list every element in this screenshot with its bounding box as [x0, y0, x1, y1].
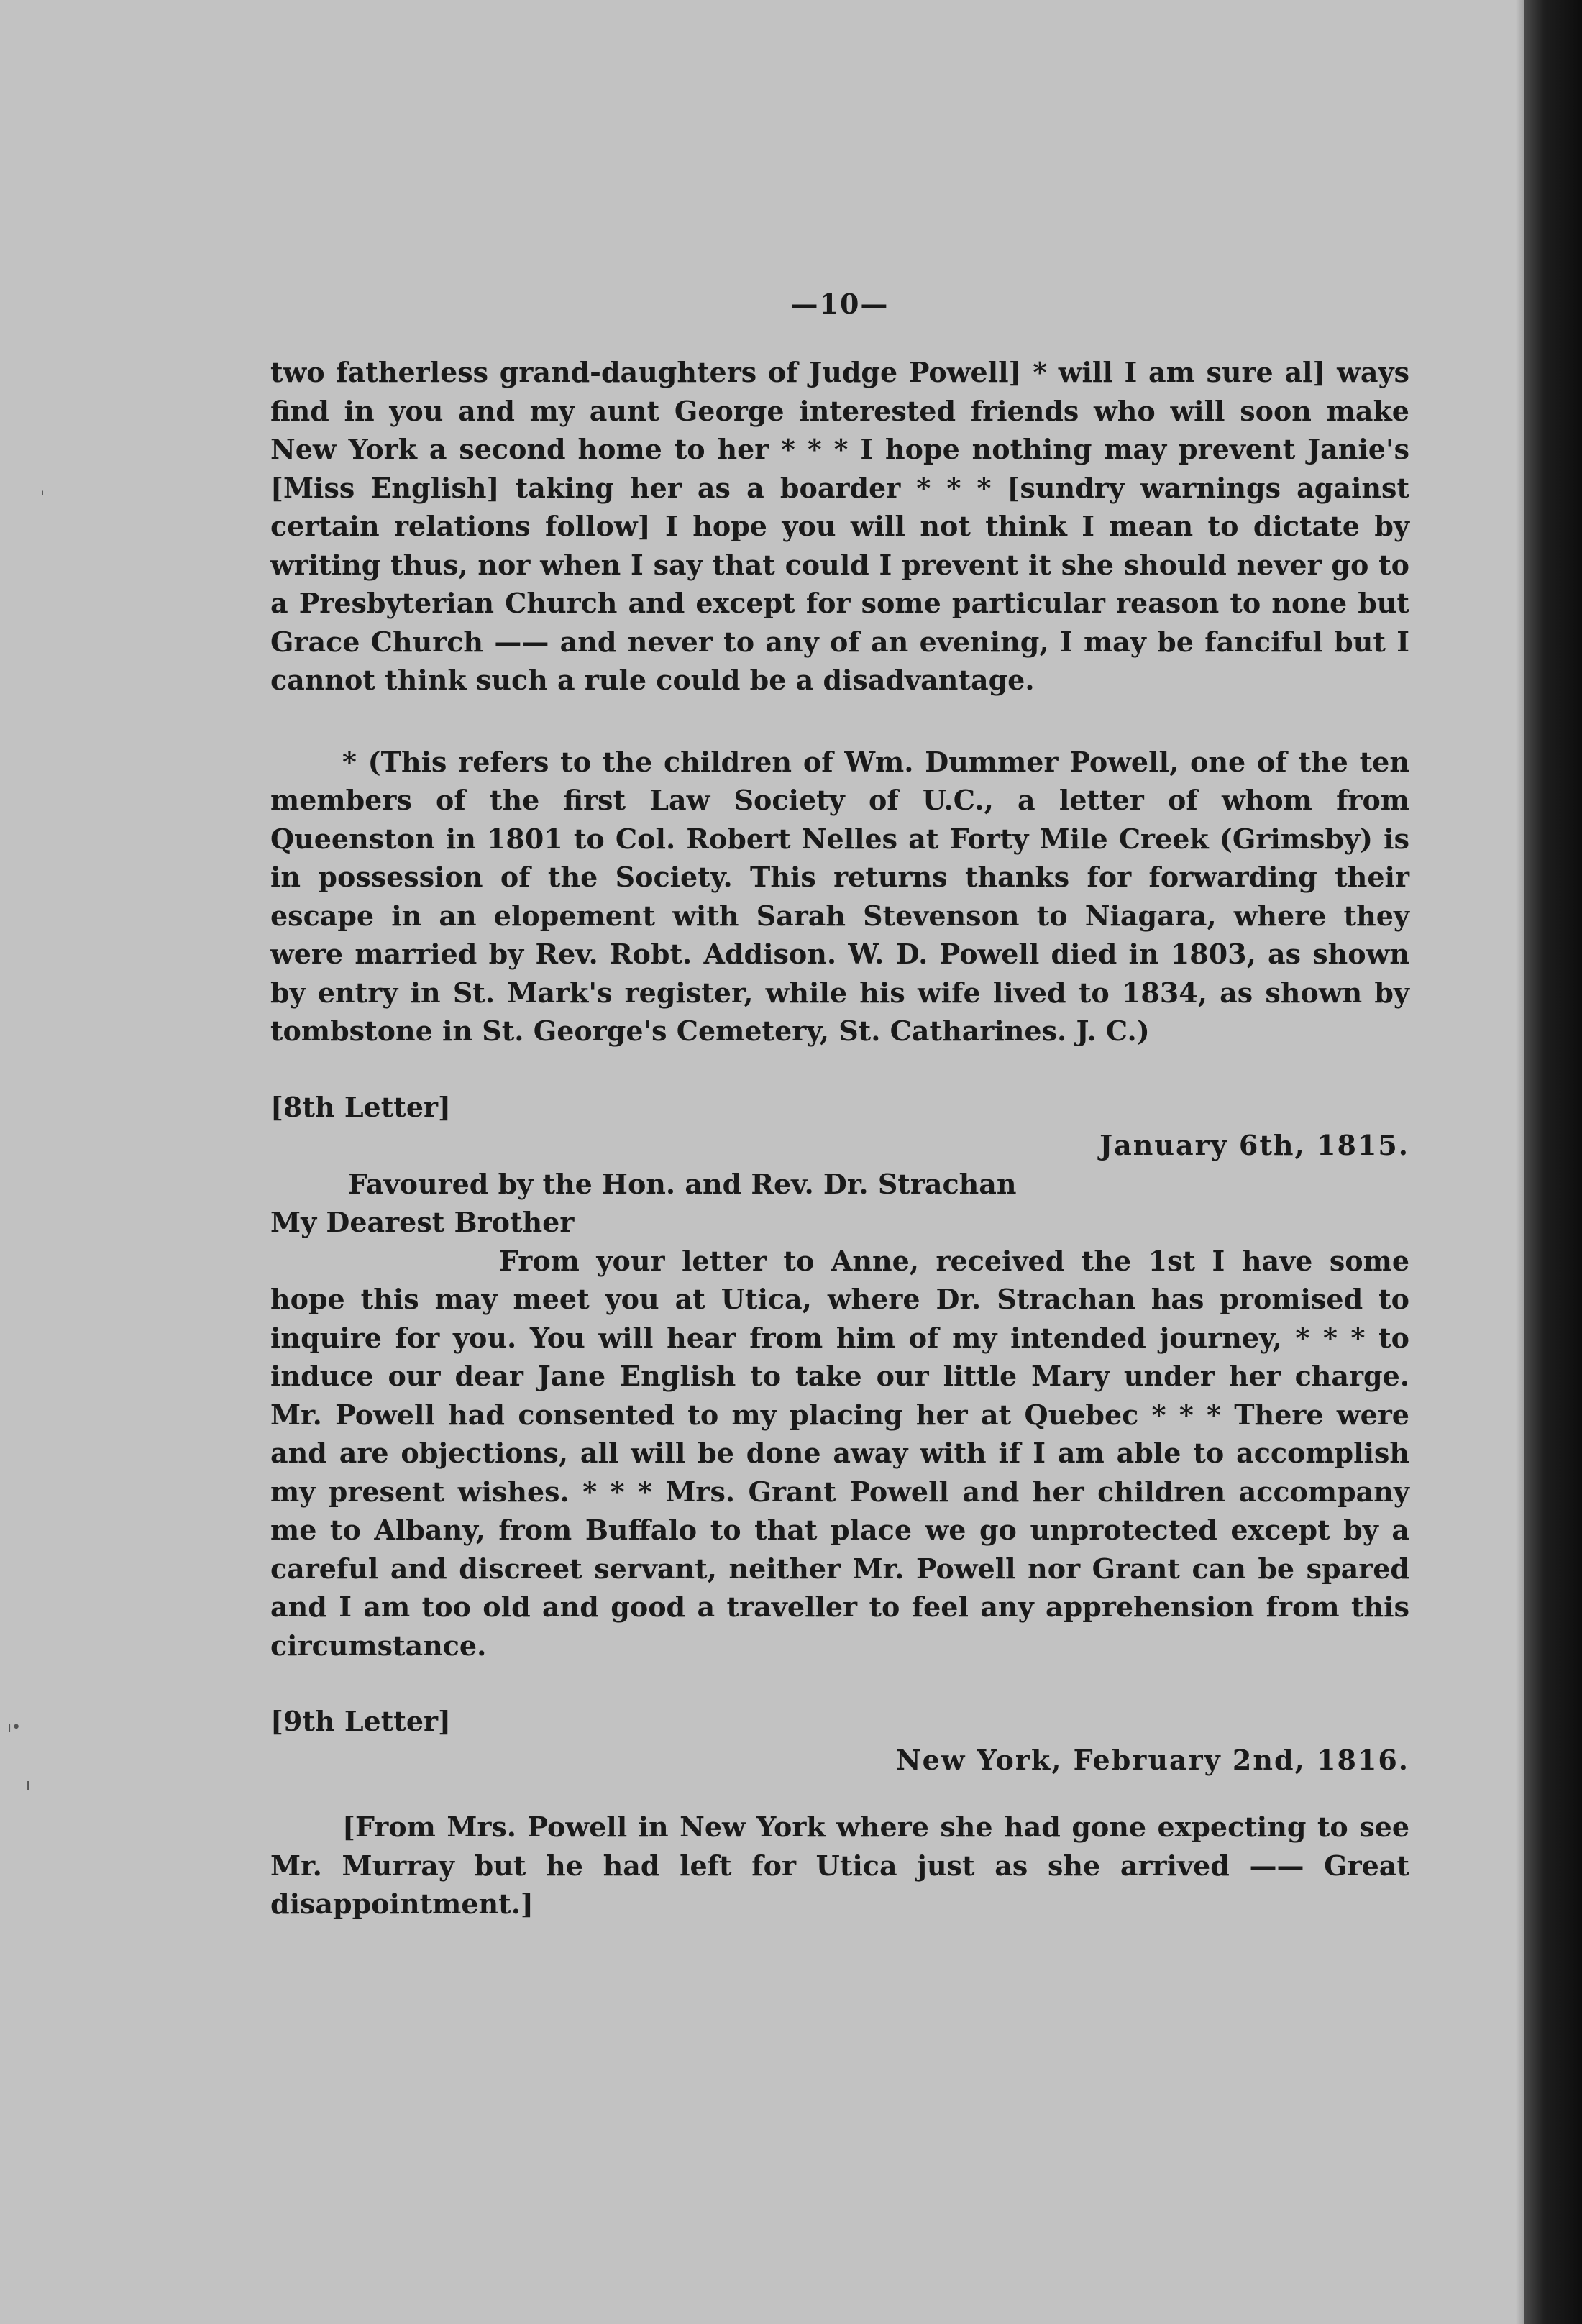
- margin-speck: ': [40, 489, 45, 507]
- paragraph-letter-continuation: two fatherless grand-daughters of Judge Powell] * will I am sure al] ways find in you and my aunt George interested friends who will soon make New York a second home to her * * * I hope nothing may prevent Janie's [Miss English] taking her as a boarder * * * [sundry warnings against certain relations follow] I hope you will not think I mean to dictate by writing thus, nor when I say that could I prevent it she should never go to a Presbyterian Church and except for some particular reason to none but Grace Church —— and never to any of an evening, I may be fanciful but I cannot think such a rule could be a disadvantage.: [270, 356, 1409, 696]
- margin-speck: ı•: [7, 1719, 22, 1737]
- page-text: [270, 288, 1409, 1923]
- letter-9-date: New York, February 2nd, 1816.: [895, 1743, 1409, 1776]
- letter-9-note: [From Mrs. Powell in New York where she had gone expecting to see Mr. Murray but he had left for Utica just as she arrived —— Great disappointment.]: [270, 1811, 1409, 1920]
- letter-8-favoured-line: Favoured by the Hon. and Rev. Dr. Strachan: [348, 1167, 1017, 1200]
- paragraph-footnote: * (This refers to the children of Wm. Dummer Powell, one of the ten members of the first Law Society of U.C., a letter of whom from Queenston in 1801 to Col. Robert Nelles at Forty Mile Creek (Grimsby) is in possession of the Society. This returns thanks for forwarding their escape in an elopement with Sarah Stevenson to Niagara, where they were married by Rev. Robt. Addison. W. D. Powell died in 1803, as shown by entry in St. Mark's register, while his wife lived to 1834, as shown by tombstone in St. George's Cemetery, St. Catharines. J. C.): [270, 745, 1409, 1047]
- letter-9-heading: [9th Letter]: [270, 1705, 452, 1737]
- letter-8-body: From your letter to Anne, received the 1st I have some hope this may meet you at Utica, where Dr. Strachan has promised to inquire for you. You will hear from him of my intended journey, * * * to induce our dear Jane English to take our little Mary under her charge. Mr. Powell had consented to my placing her at Quebec * * * There were and are objections, all will be done away with if I am able to accomplish my present wishes. * * * Mrs. Grant Powell and her children accompany me to Albany, from Buffalo to that place we go unprotected except by a careful and discreet servant, neither Mr. Powell nor Grant can be spared and I am too old and good a traveller to feel any apprehension from this circumstance.: [270, 1244, 1409, 1662]
- scanner-border: [1524, 0, 1582, 2324]
- letter-8-salutation: My Dearest Brother: [270, 1206, 575, 1238]
- page-number: —10—: [790, 288, 890, 320]
- letter-8-heading: [8th Letter]: [270, 1090, 452, 1123]
- letter-8-date: January 6th, 1815.: [1099, 1129, 1409, 1161]
- margin-speck: ı: [26, 1776, 31, 1794]
